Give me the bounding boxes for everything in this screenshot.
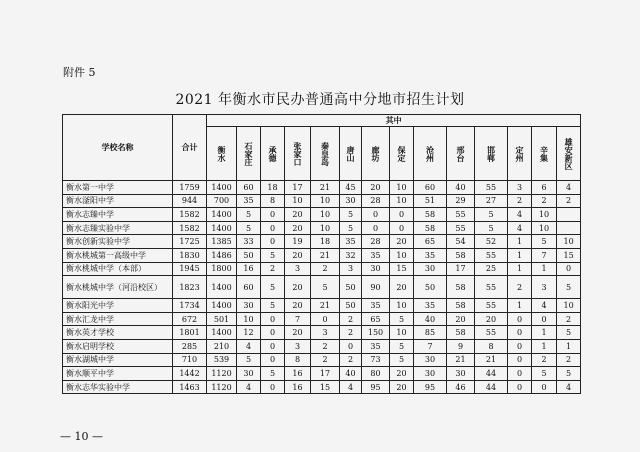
region-cell: 65 [414, 235, 447, 249]
header-region [340, 127, 362, 181]
region-cell: 20 [285, 326, 311, 340]
header-region [414, 127, 447, 181]
header-region [508, 127, 532, 181]
region-cell: 0 [261, 312, 285, 326]
region-cell: 29 [447, 194, 475, 208]
region-cell: 30 [237, 367, 261, 381]
region-cell: 51 [414, 194, 447, 208]
region-cell: 6 [532, 181, 557, 195]
region-cell: 0 [508, 367, 532, 381]
header-region-label: 定州 [515, 145, 525, 162]
region-cell: 0 [508, 312, 532, 326]
region-cell: 30 [362, 262, 390, 276]
region-cell: 12 [237, 326, 261, 340]
region-cell: 4 [237, 339, 261, 353]
region-cell: 58 [414, 208, 447, 222]
header-region [207, 127, 237, 181]
header-region [557, 127, 581, 181]
region-cell: 1800 [207, 262, 237, 276]
region-cell: 2 [311, 339, 340, 353]
header-region-label: 沧州 [425, 145, 436, 162]
region-cell: 16 [237, 262, 261, 276]
school-name: 衡水志华实验中学 [63, 380, 173, 394]
region-cell: 50 [340, 299, 362, 313]
school-name: 衡水桃城第一高级中学 [63, 248, 173, 262]
region-cell: 21 [311, 299, 340, 313]
region-cell: 3 [311, 326, 340, 340]
region-cell: 2 [557, 353, 581, 367]
region-cell: 28 [362, 194, 390, 208]
region-cell: 44 [475, 367, 508, 381]
region-cell: 17 [285, 181, 311, 195]
region-cell: 5 [311, 276, 340, 299]
total-cell: 1463 [173, 380, 207, 394]
header-region-label: 保定 [397, 145, 407, 162]
header-region-label: 张家口 [293, 141, 303, 166]
region-cell: 9 [447, 339, 475, 353]
region-cell: 0 [340, 339, 362, 353]
total-cell: 1582 [173, 208, 207, 222]
region-cell: 18 [261, 181, 285, 195]
region-cell: 5 [390, 312, 414, 326]
region-cell: 20 [362, 181, 390, 195]
region-cell: 2 [532, 353, 557, 367]
region-cell: 35 [414, 248, 447, 262]
header-region-label: 廊坊 [371, 145, 381, 162]
region-cell: 5 [340, 208, 362, 222]
region-cell: 1400 [207, 276, 237, 299]
region-cell: 2 [557, 312, 581, 326]
attachment-label: 附件 5 [63, 66, 96, 79]
region-cell: 3 [285, 339, 311, 353]
region-cell: 1 [557, 339, 581, 353]
total-cell: 1830 [173, 248, 207, 262]
region-cell: 20 [447, 312, 475, 326]
region-cell: 19 [285, 235, 311, 249]
region-cell: 58 [414, 221, 447, 235]
region-cell: 17 [311, 367, 340, 381]
region-cell: 10 [390, 299, 414, 313]
region-cell: 4 [532, 299, 557, 313]
region-cell: 35 [362, 339, 390, 353]
region-cell [557, 221, 581, 235]
table-row [63, 262, 581, 276]
region-cell: 46 [447, 380, 475, 394]
region-cell: 40 [340, 367, 362, 381]
region-cell: 20 [285, 299, 311, 313]
school-name: 衡水第一中学 [63, 181, 173, 195]
region-cell: 55 [475, 181, 508, 195]
region-cell: 5 [532, 367, 557, 381]
region-cell: 35 [237, 194, 261, 208]
region-cell: 0 [261, 326, 285, 340]
total-cell: 285 [173, 339, 207, 353]
region-cell: 35 [340, 235, 362, 249]
region-cell: 10 [311, 194, 340, 208]
region-cell: 21 [475, 353, 508, 367]
region-cell: 10 [557, 299, 581, 313]
region-cell: 10 [532, 208, 557, 222]
region-cell: 0 [261, 235, 285, 249]
region-cell: 85 [414, 326, 447, 340]
region-cell: 73 [362, 353, 390, 367]
region-cell: 10 [390, 326, 414, 340]
region-cell: 2 [340, 353, 362, 367]
region-cell: 5 [261, 248, 285, 262]
school-name: 衡水启明学校 [63, 339, 173, 353]
region-cell: 4 [508, 208, 532, 222]
region-cell: 21 [311, 248, 340, 262]
table-row [63, 299, 581, 313]
region-cell: 1400 [207, 208, 237, 222]
region-cell: 5 [261, 299, 285, 313]
header-region-label: 辛集 [539, 145, 550, 162]
region-cell: 35 [362, 299, 390, 313]
region-cell: 0 [508, 326, 532, 340]
table-row [63, 380, 581, 394]
region-cell: 4 [340, 380, 362, 394]
region-cell: 5 [475, 221, 508, 235]
region-cell: 0 [390, 208, 414, 222]
table-row [63, 339, 581, 353]
region-cell: 4 [237, 380, 261, 394]
region-cell: 20 [390, 367, 414, 381]
region-cell: 20 [390, 380, 414, 394]
header-region-label: 石家庄 [244, 141, 254, 166]
region-cell: 539 [207, 353, 237, 367]
region-cell: 45 [340, 181, 362, 195]
region-cell: 5 [340, 221, 362, 235]
region-cell: 0 [311, 312, 340, 326]
region-cell: 21 [447, 353, 475, 367]
region-cell: 60 [237, 276, 261, 299]
total-cell: 672 [173, 312, 207, 326]
region-cell: 30 [414, 262, 447, 276]
region-cell: 20 [475, 312, 508, 326]
region-cell: 28 [362, 235, 390, 249]
region-cell: 1400 [207, 221, 237, 235]
total-cell: 1759 [173, 181, 207, 195]
school-name: 衡水桃城中学（本部） [63, 262, 173, 276]
region-cell: 1 [508, 248, 532, 262]
region-cell: 20 [390, 276, 414, 299]
region-cell: 2 [340, 326, 362, 340]
region-cell: 32 [340, 248, 362, 262]
region-cell: 1 [532, 262, 557, 276]
school-name: 衡水阳光中学 [63, 299, 173, 313]
region-cell: 30 [414, 353, 447, 367]
header-region-label: 承德 [268, 145, 278, 162]
school-name: 衡水志臻实验中学 [63, 221, 173, 235]
region-cell: 90 [362, 276, 390, 299]
page-number: — 10 — [60, 430, 103, 443]
region-cell: 60 [414, 181, 447, 195]
region-cell: 5 [237, 221, 261, 235]
table-row [63, 221, 581, 235]
region-cell: 21 [311, 181, 340, 195]
region-cell: 8 [261, 194, 285, 208]
header-school: 学校名称 [63, 115, 173, 181]
region-cell: 16 [285, 367, 311, 381]
region-cell: 5 [261, 367, 285, 381]
region-cell: 1486 [207, 248, 237, 262]
region-cell: 0 [261, 353, 285, 367]
region-cell: 18 [311, 235, 340, 249]
region-cell: 25 [475, 262, 508, 276]
region-cell: 54 [447, 235, 475, 249]
region-cell: 5 [237, 353, 261, 367]
region-cell: 58 [447, 299, 475, 313]
region-cell: 0 [362, 208, 390, 222]
total-cell: 1945 [173, 262, 207, 276]
region-cell: 55 [475, 326, 508, 340]
region-cell: 30 [340, 194, 362, 208]
region-cell: 33 [237, 235, 261, 249]
region-cell: 15 [311, 380, 340, 394]
region-cell: 0 [508, 380, 532, 394]
header-group: 其中 [207, 115, 581, 127]
region-cell: 55 [475, 299, 508, 313]
region-cell: 50 [237, 248, 261, 262]
region-cell: 2 [532, 194, 557, 208]
header-region [237, 127, 261, 181]
region-cell: 5 [237, 208, 261, 222]
region-cell: 5 [557, 276, 581, 299]
region-cell: 55 [447, 208, 475, 222]
region-cell: 3 [340, 262, 362, 276]
total-cell: 1823 [173, 276, 207, 299]
region-cell: 210 [207, 339, 237, 353]
region-cell: 0 [508, 339, 532, 353]
region-cell: 3 [508, 181, 532, 195]
region-cell: 55 [447, 221, 475, 235]
header-region [475, 127, 508, 181]
region-cell: 35 [414, 299, 447, 313]
region-cell: 7 [285, 312, 311, 326]
region-cell: 5 [261, 276, 285, 299]
region-cell: 10 [237, 312, 261, 326]
region-cell: 2 [508, 276, 532, 299]
table-row [63, 326, 581, 340]
region-cell: 2 [340, 312, 362, 326]
school-name: 衡水创新实验中学 [63, 235, 173, 249]
header-region [285, 127, 311, 181]
table-row [63, 276, 581, 299]
region-cell: 27 [475, 194, 508, 208]
region-cell: 5 [557, 367, 581, 381]
header-total: 合计 [173, 115, 207, 181]
region-cell: 3 [532, 276, 557, 299]
region-cell: 95 [414, 380, 447, 394]
region-cell: 1400 [207, 181, 237, 195]
school-name: 衡水顺平中学 [63, 367, 173, 381]
school-name: 衡水滏阳中学 [63, 194, 173, 208]
region-cell: 20 [285, 221, 311, 235]
region-cell: 5 [390, 353, 414, 367]
region-cell: 0 [362, 221, 390, 235]
school-name: 衡水英才学校 [63, 326, 173, 340]
enrollment-table [62, 114, 581, 394]
region-cell: 55 [475, 276, 508, 299]
region-cell: 30 [447, 367, 475, 381]
region-cell: 16 [285, 380, 311, 394]
region-cell: 1 [508, 262, 532, 276]
region-cell: 150 [362, 326, 390, 340]
table-row [63, 181, 581, 195]
header-region-label: 衡水 [217, 145, 227, 162]
total-cell: 944 [173, 194, 207, 208]
region-cell: 50 [340, 276, 362, 299]
region-cell: 2 [508, 194, 532, 208]
region-cell: 10 [532, 221, 557, 235]
region-cell: 1400 [207, 326, 237, 340]
total-cell: 710 [173, 353, 207, 367]
table-row [63, 235, 581, 249]
total-cell: 1582 [173, 221, 207, 235]
region-cell: 0 [532, 312, 557, 326]
region-cell: 10 [557, 235, 581, 249]
table-row [63, 312, 581, 326]
region-cell: 700 [207, 194, 237, 208]
region-cell: 30 [237, 299, 261, 313]
table-row [63, 367, 581, 381]
region-cell: 15 [557, 248, 581, 262]
region-cell: 0 [261, 208, 285, 222]
region-cell: 2 [311, 353, 340, 367]
region-cell: 1120 [207, 380, 237, 394]
region-cell: 3 [285, 262, 311, 276]
school-name: 衡水汇龙中学 [63, 312, 173, 326]
region-cell: 10 [311, 221, 340, 235]
region-cell: 20 [390, 235, 414, 249]
region-cell: 1 [532, 326, 557, 340]
region-cell: 7 [532, 248, 557, 262]
region-cell: 0 [532, 380, 557, 394]
region-cell: 58 [447, 276, 475, 299]
region-cell: 40 [447, 181, 475, 195]
region-cell: 50 [414, 276, 447, 299]
region-cell: 1 [508, 299, 532, 313]
total-cell: 1442 [173, 367, 207, 381]
region-cell: 5 [557, 326, 581, 340]
region-cell: 1400 [207, 299, 237, 313]
region-cell: 58 [447, 248, 475, 262]
region-cell: 0 [261, 380, 285, 394]
region-cell: 501 [207, 312, 237, 326]
region-cell: 0 [508, 353, 532, 367]
region-cell: 52 [475, 235, 508, 249]
header-region [261, 127, 285, 181]
header-region [532, 127, 557, 181]
region-cell: 35 [362, 248, 390, 262]
region-cell: 95 [362, 380, 390, 394]
region-cell: 8 [475, 339, 508, 353]
table-row [63, 353, 581, 367]
region-cell: 1 [532, 339, 557, 353]
header-region-label: 邯郸 [486, 145, 497, 162]
table-row [63, 208, 581, 222]
header-region-label: 秦皇岛 [320, 141, 331, 166]
header-region-label: 雄安新区 [564, 137, 575, 170]
table-row [63, 248, 581, 262]
region-cell: 5 [475, 208, 508, 222]
region-cell: 58 [447, 326, 475, 340]
region-cell [557, 208, 581, 222]
region-cell: 8 [285, 353, 311, 367]
region-cell: 30 [414, 367, 447, 381]
header-region-label: 邢台 [456, 145, 466, 162]
region-cell: 5 [532, 235, 557, 249]
total-cell: 1725 [173, 235, 207, 249]
region-cell: 60 [237, 181, 261, 195]
region-cell: 40 [414, 312, 447, 326]
region-cell: 5 [390, 339, 414, 353]
region-cell: 17 [447, 262, 475, 276]
school-name: 衡水湖城中学 [63, 353, 173, 367]
region-cell: 0 [557, 262, 581, 276]
region-cell: 65 [362, 312, 390, 326]
region-cell: 10 [311, 208, 340, 222]
header-region-label: 唐山 [346, 145, 356, 162]
region-cell: 20 [285, 276, 311, 299]
region-cell: 10 [390, 194, 414, 208]
header-region [390, 127, 414, 181]
region-cell: 44 [475, 380, 508, 394]
region-cell: 4 [508, 221, 532, 235]
region-cell: 1385 [207, 235, 237, 249]
page-title: 2021 年衡水市民办普通高中分地市招生计划 [175, 92, 465, 108]
total-cell: 1801 [173, 326, 207, 340]
region-cell: 80 [362, 367, 390, 381]
header-region [447, 127, 475, 181]
school-name: 衡水桃城中学（河沿校区） [63, 276, 173, 299]
region-cell: 1 [508, 235, 532, 249]
region-cell: 7 [414, 339, 447, 353]
region-cell: 2 [311, 262, 340, 276]
region-cell: 2 [557, 194, 581, 208]
region-cell: 20 [285, 248, 311, 262]
region-cell: 10 [390, 248, 414, 262]
region-cell: 1120 [207, 367, 237, 381]
region-cell: 15 [390, 262, 414, 276]
region-cell: 20 [285, 208, 311, 222]
school-name: 衡水志臻中学 [63, 208, 173, 222]
region-cell: 10 [285, 194, 311, 208]
region-cell: 2 [261, 262, 285, 276]
total-cell: 1734 [173, 299, 207, 313]
region-cell: 10 [390, 181, 414, 195]
header-region [311, 127, 340, 181]
region-cell: 4 [557, 181, 581, 195]
region-cell: 0 [390, 221, 414, 235]
region-cell: 0 [261, 221, 285, 235]
region-cell: 55 [475, 248, 508, 262]
table-row [63, 194, 581, 208]
header-region [362, 127, 390, 181]
region-cell: 4 [557, 380, 581, 394]
region-cell: 0 [261, 339, 285, 353]
